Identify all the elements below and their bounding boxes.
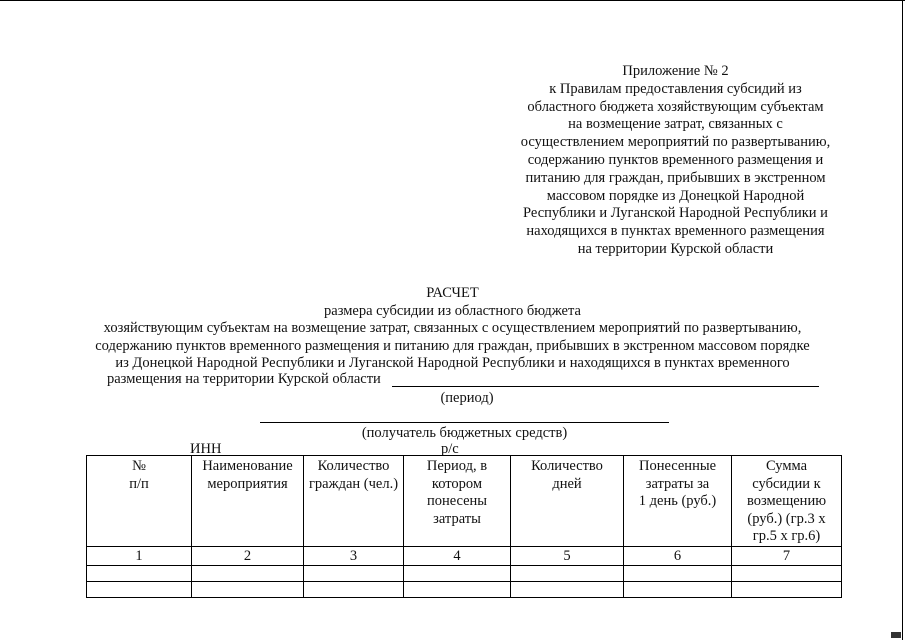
column-number: 2 bbox=[192, 547, 304, 566]
subsidy-calc-table bbox=[86, 455, 842, 598]
title-line: размера субсидии из областного бюджета bbox=[324, 302, 581, 319]
table-cell bbox=[404, 566, 511, 582]
appendix-line: массовом порядке из Донецкой Народной bbox=[546, 187, 805, 204]
column-number: 1 bbox=[87, 547, 192, 566]
title-line: из Донецкой Народной Республики и Луганской Народной Республики и находящихся в пунктах временного bbox=[115, 355, 790, 371]
table-row bbox=[87, 582, 842, 598]
period-fill-line bbox=[392, 386, 819, 387]
table-cell bbox=[304, 566, 404, 582]
table-row bbox=[87, 566, 842, 582]
appendix-line: к Правилам предоставления субсидий из bbox=[549, 80, 802, 97]
header-cell-activity-name: Наименование мероприятия bbox=[192, 456, 304, 547]
table-cell bbox=[87, 566, 192, 582]
period-label: (период) bbox=[440, 390, 494, 406]
inn-label: ИНН bbox=[190, 441, 222, 457]
table-cell bbox=[624, 582, 732, 598]
column-number: 6 bbox=[624, 547, 732, 566]
page-top-edge bbox=[0, 0, 905, 1]
column-number: 4 bbox=[404, 547, 511, 566]
appendix-line: Республики и Луганской Народной Республики и bbox=[523, 205, 828, 222]
table-cell bbox=[511, 566, 624, 582]
table-cell bbox=[192, 582, 304, 598]
appendix-line: содержанию пунктов временного размещения и bbox=[527, 151, 824, 168]
table-cell bbox=[732, 582, 842, 598]
table-cell bbox=[511, 582, 624, 598]
title-heading: РАСЧЕТ bbox=[426, 285, 479, 301]
scan-corner-mark bbox=[891, 632, 901, 638]
column-number: 3 bbox=[304, 547, 404, 566]
table-cell bbox=[404, 582, 511, 598]
appendix-line: питанию для граждан, прибывших в экстренном bbox=[525, 169, 826, 186]
appendix-line: на территории Курской области bbox=[577, 240, 774, 257]
recipient-label: (получатель бюджетных средств) bbox=[361, 425, 568, 441]
column-number: 5 bbox=[511, 547, 624, 566]
title-line: хозяйствующим субъектам на возмещение затрат, связанных с осуществлением мероприятий по развертыванию, bbox=[103, 320, 802, 336]
appendix-line: на возмещение затрат, связанных с bbox=[568, 116, 783, 133]
appendix-line: находящихся в пунктах временного размещения bbox=[526, 223, 825, 240]
appendix-line: областного бюджета хозяйствующим субъектам bbox=[527, 98, 824, 115]
header-cell-period: Период, в котором понесены затраты bbox=[404, 456, 511, 547]
appendix-block bbox=[508, 63, 843, 259]
header-cell-number: № п/п bbox=[87, 456, 192, 547]
account-label: р/с bbox=[441, 441, 459, 457]
recipient-fill-line bbox=[260, 422, 669, 423]
header-cell-subsidy-amount: Сумма субсидии к возмещению (руб.) (гр.3 х гр.5 х гр.6) bbox=[732, 456, 842, 547]
table-cell bbox=[192, 566, 304, 582]
table-cell bbox=[732, 566, 842, 582]
column-number-row bbox=[87, 547, 842, 566]
table-cell bbox=[87, 582, 192, 598]
column-number: 7 bbox=[732, 547, 842, 566]
table-header-row bbox=[87, 456, 842, 547]
appendix-line: осуществлением мероприятий по развертыванию, bbox=[520, 134, 831, 151]
document-title bbox=[0, 285, 905, 373]
header-cell-days-count: Количество дней bbox=[511, 456, 624, 547]
title-line: содержанию пунктов временного размещения и питанию для граждан, прибывших в экстренном массовом порядке bbox=[95, 337, 810, 354]
title-last-line: размещения на территории Курской области bbox=[107, 371, 381, 387]
header-cell-daily-costs: Понесенные затраты за 1 день (руб.) bbox=[624, 456, 732, 547]
appendix-line: Приложение № 2 bbox=[622, 63, 729, 79]
header-cell-citizens-count: Количество граждан (чел.) bbox=[304, 456, 404, 547]
table-cell bbox=[624, 566, 732, 582]
table-cell bbox=[304, 582, 404, 598]
